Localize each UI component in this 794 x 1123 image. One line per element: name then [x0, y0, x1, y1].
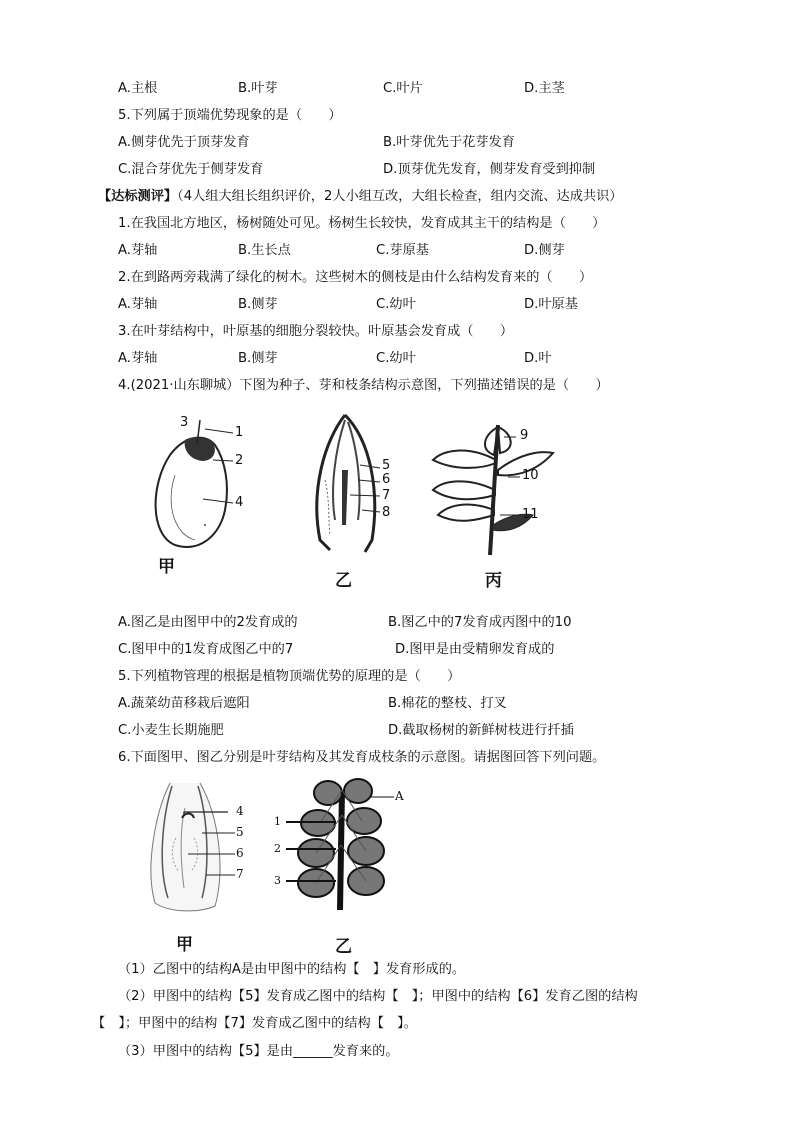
leaf-bud-diagram — [140, 778, 270, 913]
option-d: D.侧芽 — [524, 243, 565, 258]
label-5: 5 — [382, 458, 391, 473]
option-c: C.幼叶 — [376, 297, 416, 312]
subquestion-2a: （2）甲图中的结构【5】发育成乙图中的结构【 】；甲图中的结构【6】发育乙图的结构 — [118, 989, 638, 1004]
option-c: C.幼叶 — [376, 351, 416, 366]
caption-bing: 丙 — [485, 571, 502, 591]
option-a: A.芽轴 — [118, 243, 158, 258]
option-d: D.顶芽优先发育，侧芽发育受到抑制 — [383, 162, 596, 177]
option-c: C.芽原基 — [376, 243, 429, 258]
label-2: 2 — [235, 453, 244, 468]
question-stem: 6.下面图甲、图乙分别是叶芽结构及其发育成枝条的示意图。请据图回答下列问题。 — [118, 750, 606, 765]
twig-diagram — [428, 415, 558, 565]
section-title: 【达标测评】 — [98, 189, 178, 204]
label-3: 3 — [180, 415, 189, 430]
bud-diagram — [300, 410, 410, 560]
question-stem: 3.在叶芽结构中，叶原基的细胞分裂较快。叶原基会发育成（ ） — [118, 324, 514, 339]
caption-yi: 乙 — [335, 937, 352, 957]
section-note: （4人组大组长组织评价，2人小组互改，大组长检查，组内交流、达成共识） — [177, 189, 623, 204]
label-4: 4 — [235, 495, 244, 510]
option-b: B.叶芽优先于花芽发育 — [383, 135, 515, 150]
label-2: 2 — [274, 842, 281, 855]
option-a: A.蔬菜幼苗移栽后遮阳 — [118, 696, 250, 711]
label-6: 6 — [236, 846, 244, 860]
option-a: A.芽轴 — [118, 297, 158, 312]
option-d: D.叶 — [524, 351, 552, 366]
question-stem: 4.(2021·山东聊城）下图为种子、芽和枝条结构示意图，下列描述错误的是（ ） — [118, 378, 609, 393]
option-b: B.棉花的整枝、打叉 — [388, 696, 507, 711]
label-7: 7 — [236, 867, 244, 881]
label-4: 4 — [236, 804, 244, 818]
label-7: 7 — [382, 488, 391, 503]
label-3: 3 — [274, 874, 281, 887]
label-1: 1 — [235, 425, 244, 440]
option-a: A.芽轴 — [118, 351, 158, 366]
question-stem: 1.在我国北方地区，杨树随处可见。杨树生长较快，发育成其主干的结构是（ ） — [118, 216, 606, 231]
twig-leaves-diagram — [270, 775, 410, 915]
option-d: D.截取杨树的新鲜树枝进行扦插 — [388, 723, 574, 738]
question-stem: 2.在到路两旁栽满了绿化的树木。这些树木的侧枝是由什么结构发育来的（ ） — [118, 270, 593, 285]
option-b: B.侧芽 — [238, 351, 278, 366]
question-stem: 5.下列属于顶端优势现象的是（ ） — [118, 108, 342, 123]
label-6: 6 — [382, 472, 391, 487]
seed-diagram — [145, 415, 265, 555]
option-b: B.图乙中的7发育成丙图中的10 — [388, 615, 572, 630]
option-c: C.叶片 — [383, 81, 423, 96]
label-10: 10 — [522, 468, 539, 483]
subquestion-3: （3）甲图中的结构【5】是由______发育来的。 — [118, 1044, 399, 1059]
label-a: A — [395, 789, 404, 803]
section-heading — [98, 188, 623, 206]
caption-jia: 甲 — [158, 557, 175, 577]
option-d: D.图甲是由受精卵发育成的 — [395, 642, 555, 657]
label-8: 8 — [382, 505, 391, 520]
option-c: C.混合芽优先于侧芽发育 — [118, 162, 264, 177]
label-1: 1 — [274, 815, 281, 828]
option-b: B.侧芽 — [238, 297, 278, 312]
label-9: 9 — [520, 428, 529, 443]
option-b: B.叶芽 — [238, 81, 278, 96]
option-d: D.主茎 — [524, 81, 565, 96]
caption-jia: 甲 — [176, 935, 193, 955]
option-d: D.叶原基 — [524, 297, 578, 312]
option-a: A.图乙是由图甲中的2发育成的 — [118, 615, 298, 630]
question-stem: 5.下列植物管理的根据是植物顶端优势的原理的是（ ） — [118, 669, 461, 684]
option-c: C.小麦生长期施肥 — [118, 723, 224, 738]
option-a: A.侧芽优先于顶芽发育 — [118, 135, 250, 150]
option-b: B.生长点 — [238, 243, 291, 258]
label-5: 5 — [236, 825, 244, 839]
subquestion-2b: 【 】；甲图中的结构【7】发育成乙图中的结构【 】。 — [92, 1016, 417, 1031]
option-a: A.主根 — [118, 81, 158, 96]
option-c: C.图甲中的1发育成图乙中的7 — [118, 642, 294, 657]
label-11: 11 — [522, 507, 539, 522]
subquestion-1: （1）乙图中的结构A是由甲图中的结构【 】发育形成的。 — [118, 962, 466, 977]
caption-yi: 乙 — [335, 571, 352, 591]
